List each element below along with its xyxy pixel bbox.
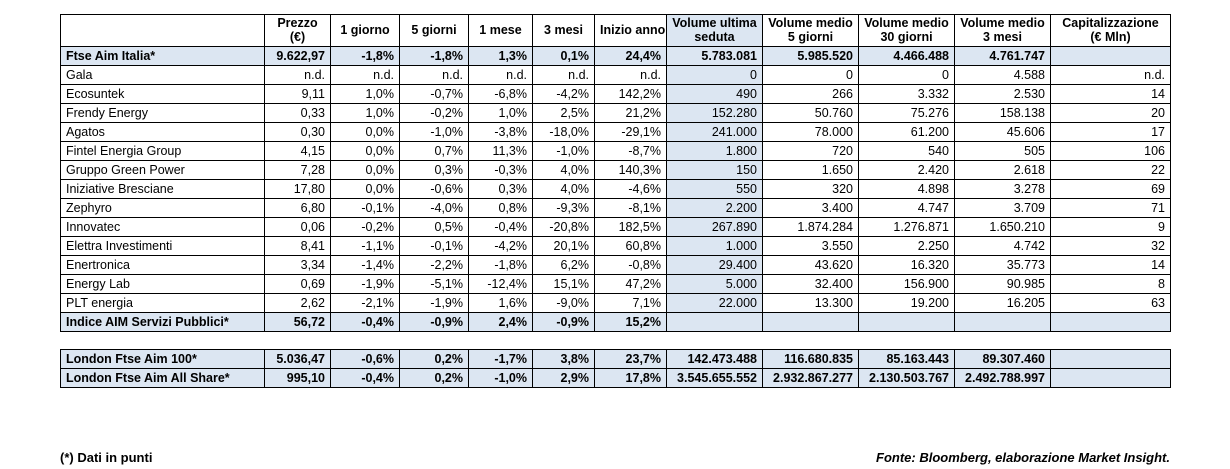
cell-c4: 0,8% xyxy=(469,198,533,217)
cell-c11 xyxy=(1051,368,1171,387)
cell-c3: -5,1% xyxy=(400,274,469,293)
cell-c4: 1,6% xyxy=(469,293,533,312)
cell-c9: 19.200 xyxy=(859,293,955,312)
header-line2: seduta xyxy=(694,30,735,45)
cell-c5: -18,0% xyxy=(533,122,595,141)
cell-c5: 0,1% xyxy=(533,46,595,65)
cell-c1: 56,72 xyxy=(265,312,331,331)
footer xyxy=(60,450,1170,465)
cell-c6: 17,8% xyxy=(595,368,667,387)
cell-c3: 0,2% xyxy=(400,368,469,387)
row-label: Agatos xyxy=(61,122,265,141)
cell-c7: 550 xyxy=(667,179,763,198)
table-row xyxy=(61,122,1171,141)
header-line1: Capitalizzazione xyxy=(1062,16,1159,30)
header-line1: Prezzo xyxy=(277,16,318,30)
cell-c11: 20 xyxy=(1051,103,1171,122)
cell-c10: 45.606 xyxy=(955,122,1051,141)
cell-c11: 32 xyxy=(1051,236,1171,255)
column-header-volume-ultima-seduta xyxy=(667,15,763,47)
table-row xyxy=(61,103,1171,122)
cell-c8: 1.874.284 xyxy=(763,217,859,236)
cell-c3: 0,3% xyxy=(400,160,469,179)
column-header-volume-medio-3-mesi xyxy=(955,15,1051,47)
cell-c5: 20,1% xyxy=(533,236,595,255)
cell-c6: 182,5% xyxy=(595,217,667,236)
cell-c10 xyxy=(955,312,1051,331)
cell-c5: -9,3% xyxy=(533,198,595,217)
row-label: Enertronica xyxy=(61,255,265,274)
cell-c2: 1,0% xyxy=(331,103,400,122)
cell-c8: 266 xyxy=(763,84,859,103)
cell-c9: 16.320 xyxy=(859,255,955,274)
cell-c4: -3,8% xyxy=(469,122,533,141)
cell-c6: 140,3% xyxy=(595,160,667,179)
cell-c4: 2,4% xyxy=(469,312,533,331)
cell-c2: -1,8% xyxy=(331,46,400,65)
cell-c10: 16.205 xyxy=(955,293,1051,312)
cell-c3: -1,8% xyxy=(400,46,469,65)
cell-c4: 1,0% xyxy=(469,103,533,122)
header-line1: 3 mesi xyxy=(544,23,583,38)
cell-c1: 9,11 xyxy=(265,84,331,103)
cell-c8: 2.932.867.277 xyxy=(763,368,859,387)
table-row xyxy=(61,198,1171,217)
cell-c8: 720 xyxy=(763,141,859,160)
column-header-capitalizzazione xyxy=(1051,15,1171,47)
cell-c5: 6,2% xyxy=(533,255,595,274)
cell-c2: 0,0% xyxy=(331,122,400,141)
cell-c4: n.d. xyxy=(469,65,533,84)
table-row xyxy=(61,160,1171,179)
cell-c8: 116.680.835 xyxy=(763,349,859,368)
header-line1: 1 mese xyxy=(479,23,522,38)
cell-c8: 320 xyxy=(763,179,859,198)
cell-c7: 0 xyxy=(667,65,763,84)
cell-c7: 5.000 xyxy=(667,274,763,293)
cell-c8: 32.400 xyxy=(763,274,859,293)
header-line1: Volume medio xyxy=(864,16,949,30)
cell-c5: -1,0% xyxy=(533,141,595,160)
cell-c3: -1,9% xyxy=(400,293,469,312)
table-body xyxy=(61,46,1171,331)
cell-c10: 4.742 xyxy=(955,236,1051,255)
cell-c9 xyxy=(859,312,955,331)
cell-c5: -9,0% xyxy=(533,293,595,312)
row-label: PLT energia xyxy=(61,293,265,312)
cell-c6: 24,4% xyxy=(595,46,667,65)
cell-c11: 14 xyxy=(1051,84,1171,103)
cell-c11 xyxy=(1051,46,1171,65)
row-label: Energy Lab xyxy=(61,274,265,293)
footnote: (*) Dati in punti xyxy=(60,450,153,465)
cell-c4: -0,3% xyxy=(469,160,533,179)
header-line1: Volume medio xyxy=(768,16,853,30)
cell-c1: n.d. xyxy=(265,65,331,84)
cell-c6: -4,6% xyxy=(595,179,667,198)
cell-c4: -6,8% xyxy=(469,84,533,103)
cell-c3: -0,7% xyxy=(400,84,469,103)
cell-c5: n.d. xyxy=(533,65,595,84)
row-label: Indice AIM Servizi Pubblici* xyxy=(61,312,265,331)
cell-c5: -4,2% xyxy=(533,84,595,103)
cell-c6: 142,2% xyxy=(595,84,667,103)
cell-c3: -0,9% xyxy=(400,312,469,331)
cell-c5: 4,0% xyxy=(533,179,595,198)
cell-c7: 2.200 xyxy=(667,198,763,217)
header-line2: (€ Mln) xyxy=(1090,30,1131,45)
cell-c10: 35.773 xyxy=(955,255,1051,274)
cell-c2: -2,1% xyxy=(331,293,400,312)
cell-c11 xyxy=(1051,349,1171,368)
row-label: Elettra Investimenti xyxy=(61,236,265,255)
cell-c4: -4,2% xyxy=(469,236,533,255)
cell-c11: 14 xyxy=(1051,255,1171,274)
cell-c5: 2,9% xyxy=(533,368,595,387)
header-line2: 3 mesi xyxy=(983,30,1022,45)
cell-c5: -20,8% xyxy=(533,217,595,236)
cell-c6: 7,1% xyxy=(595,293,667,312)
table-row xyxy=(61,255,1171,274)
cell-c10: 2.492.788.997 xyxy=(955,368,1051,387)
cell-c9: 540 xyxy=(859,141,955,160)
row-label: Ecosuntek xyxy=(61,84,265,103)
cell-c7: 22.000 xyxy=(667,293,763,312)
cell-c8: 0 xyxy=(763,65,859,84)
header-line1: 5 giorni xyxy=(411,23,457,38)
row-label: Gala xyxy=(61,65,265,84)
cell-c9: 4.747 xyxy=(859,198,955,217)
cell-c10: 1.650.210 xyxy=(955,217,1051,236)
cell-c7: 1.800 xyxy=(667,141,763,160)
cell-c7: 29.400 xyxy=(667,255,763,274)
cell-c9: 2.250 xyxy=(859,236,955,255)
cell-c10: 2.530 xyxy=(955,84,1051,103)
header-line1: Inizio anno xyxy=(600,23,666,38)
cell-c6: -0,8% xyxy=(595,255,667,274)
cell-c4: 1,3% xyxy=(469,46,533,65)
table-header xyxy=(61,15,1171,47)
cell-c1: 0,30 xyxy=(265,122,331,141)
row-label: Innovatec xyxy=(61,217,265,236)
table-row xyxy=(61,312,1171,331)
cell-c9: 61.200 xyxy=(859,122,955,141)
row-label: Zephyro xyxy=(61,198,265,217)
cell-c6: -8,1% xyxy=(595,198,667,217)
table-row xyxy=(61,46,1171,65)
cell-c9: 75.276 xyxy=(859,103,955,122)
cell-c2: 0,0% xyxy=(331,160,400,179)
column-header-prezzo xyxy=(265,15,331,47)
table-row xyxy=(61,274,1171,293)
source-note: Fonte: Bloomberg, elaborazione Market Insight. xyxy=(876,450,1170,465)
cell-c7: 150 xyxy=(667,160,763,179)
cell-c3: 0,5% xyxy=(400,217,469,236)
header-line2: 30 giorni xyxy=(880,30,933,45)
cell-c6: -8,7% xyxy=(595,141,667,160)
cell-c10: 505 xyxy=(955,141,1051,160)
aim-italia-table xyxy=(60,14,1171,332)
cell-c2: -0,4% xyxy=(331,368,400,387)
cell-c1: 0,69 xyxy=(265,274,331,293)
column-header-inizio-anno xyxy=(595,15,667,47)
row-label: Frendy Energy xyxy=(61,103,265,122)
london-indices-table xyxy=(60,349,1171,388)
row-label: London Ftse Aim 100* xyxy=(61,349,265,368)
header-line1: 1 giorno xyxy=(340,23,390,38)
row-label: Gruppo Green Power xyxy=(61,160,265,179)
cell-c10: 4.588 xyxy=(955,65,1051,84)
cell-c8: 50.760 xyxy=(763,103,859,122)
cell-c3: 0,2% xyxy=(400,349,469,368)
table-row xyxy=(61,236,1171,255)
cell-c2: 0,0% xyxy=(331,141,400,160)
cell-c1: 0,06 xyxy=(265,217,331,236)
cell-c11: 17 xyxy=(1051,122,1171,141)
cell-c1: 4,15 xyxy=(265,141,331,160)
cell-c11: 106 xyxy=(1051,141,1171,160)
column-header-5-giorni xyxy=(400,15,469,47)
table-row xyxy=(61,293,1171,312)
cell-c10: 2.618 xyxy=(955,160,1051,179)
cell-c1: 3,34 xyxy=(265,255,331,274)
cell-c1: 2,62 xyxy=(265,293,331,312)
cell-c2: -0,4% xyxy=(331,312,400,331)
cell-c9: 0 xyxy=(859,65,955,84)
cell-c11: n.d. xyxy=(1051,65,1171,84)
column-header-3-mesi xyxy=(533,15,595,47)
column-header-name xyxy=(61,15,265,47)
table-row xyxy=(61,65,1171,84)
cell-c1: 8,41 xyxy=(265,236,331,255)
cell-c1: 6,80 xyxy=(265,198,331,217)
cell-c2: -1,4% xyxy=(331,255,400,274)
cell-c6: 21,2% xyxy=(595,103,667,122)
cell-c1: 7,28 xyxy=(265,160,331,179)
cell-c10: 3.709 xyxy=(955,198,1051,217)
cell-c4: -1,8% xyxy=(469,255,533,274)
column-header-1-giorno xyxy=(331,15,400,47)
table-row xyxy=(61,84,1171,103)
cell-c1: 0,33 xyxy=(265,103,331,122)
cell-c10: 158.138 xyxy=(955,103,1051,122)
cell-c4: -12,4% xyxy=(469,274,533,293)
cell-c11: 69 xyxy=(1051,179,1171,198)
table-row xyxy=(61,141,1171,160)
cell-c5: 2,5% xyxy=(533,103,595,122)
cell-c11: 71 xyxy=(1051,198,1171,217)
cell-c3: -2,2% xyxy=(400,255,469,274)
index-table-body xyxy=(61,349,1171,387)
header-line1: Volume medio xyxy=(960,16,1045,30)
cell-c9: 4.466.488 xyxy=(859,46,955,65)
table-row xyxy=(61,349,1171,368)
cell-c10: 90.985 xyxy=(955,274,1051,293)
cell-c8: 43.620 xyxy=(763,255,859,274)
cell-c5: 15,1% xyxy=(533,274,595,293)
header-line2: 5 giorni xyxy=(787,30,834,45)
cell-c6: n.d. xyxy=(595,65,667,84)
column-header-1-mese xyxy=(469,15,533,47)
cell-c7: 5.783.081 xyxy=(667,46,763,65)
cell-c3: -0,2% xyxy=(400,103,469,122)
cell-c11: 8 xyxy=(1051,274,1171,293)
cell-c5: 4,0% xyxy=(533,160,595,179)
row-label: London Ftse Aim All Share* xyxy=(61,368,265,387)
cell-c3: -0,6% xyxy=(400,179,469,198)
cell-c6: 60,8% xyxy=(595,236,667,255)
cell-c2: -0,1% xyxy=(331,198,400,217)
cell-c7: 241.000 xyxy=(667,122,763,141)
cell-c10: 89.307.460 xyxy=(955,349,1051,368)
cell-c6: -29,1% xyxy=(595,122,667,141)
column-header-volume-medio-5-giorni xyxy=(763,15,859,47)
cell-c6: 47,2% xyxy=(595,274,667,293)
cell-c11: 63 xyxy=(1051,293,1171,312)
cell-c10: 3.278 xyxy=(955,179,1051,198)
cell-c9: 3.332 xyxy=(859,84,955,103)
cell-c2: -1,9% xyxy=(331,274,400,293)
cell-c3: -4,0% xyxy=(400,198,469,217)
cell-c8: 3.400 xyxy=(763,198,859,217)
row-label: Iniziative Bresciane xyxy=(61,179,265,198)
cell-c1: 995,10 xyxy=(265,368,331,387)
cell-c4: 11,3% xyxy=(469,141,533,160)
cell-c8: 13.300 xyxy=(763,293,859,312)
cell-c3: -0,1% xyxy=(400,236,469,255)
cell-c2: n.d. xyxy=(331,65,400,84)
cell-c8: 78.000 xyxy=(763,122,859,141)
cell-c2: 0,0% xyxy=(331,179,400,198)
cell-c2: -0,6% xyxy=(331,349,400,368)
cell-c1: 9.622,97 xyxy=(265,46,331,65)
cell-c3: n.d. xyxy=(400,65,469,84)
cell-c7: 1.000 xyxy=(667,236,763,255)
table-row xyxy=(61,179,1171,198)
cell-c9: 2.420 xyxy=(859,160,955,179)
cell-c4: -1,7% xyxy=(469,349,533,368)
column-header-volume-medio-30-giorni xyxy=(859,15,955,47)
cell-c6: 15,2% xyxy=(595,312,667,331)
cell-c2: -0,2% xyxy=(331,217,400,236)
table-row xyxy=(61,217,1171,236)
cell-c7: 152.280 xyxy=(667,103,763,122)
cell-c9: 4.898 xyxy=(859,179,955,198)
header-line2: (€) xyxy=(289,30,306,45)
row-label: Fintel Energia Group xyxy=(61,141,265,160)
cell-c5: 3,8% xyxy=(533,349,595,368)
cell-c9: 156.900 xyxy=(859,274,955,293)
cell-c4: -0,4% xyxy=(469,217,533,236)
cell-c11: 9 xyxy=(1051,217,1171,236)
cell-c7: 267.890 xyxy=(667,217,763,236)
cell-c8 xyxy=(763,312,859,331)
cell-c8: 5.985.520 xyxy=(763,46,859,65)
cell-c7: 3.545.655.552 xyxy=(667,368,763,387)
cell-c7: 490 xyxy=(667,84,763,103)
cell-c7: 142.473.488 xyxy=(667,349,763,368)
row-label: Ftse Aim Italia* xyxy=(61,46,265,65)
cell-c9: 1.276.871 xyxy=(859,217,955,236)
cell-c3: -1,0% xyxy=(400,122,469,141)
cell-c6: 23,7% xyxy=(595,349,667,368)
cell-c2: -1,1% xyxy=(331,236,400,255)
cell-c10: 4.761.747 xyxy=(955,46,1051,65)
table-gap xyxy=(60,332,1170,349)
header-line1: Volume ultima xyxy=(672,16,757,30)
cell-c8: 3.550 xyxy=(763,236,859,255)
table-row xyxy=(61,368,1171,387)
cell-c7 xyxy=(667,312,763,331)
cell-c4: 0,3% xyxy=(469,179,533,198)
cell-c11 xyxy=(1051,312,1171,331)
cell-c1: 17,80 xyxy=(265,179,331,198)
cell-c9: 85.163.443 xyxy=(859,349,955,368)
cell-c11: 22 xyxy=(1051,160,1171,179)
cell-c9: 2.130.503.767 xyxy=(859,368,955,387)
cell-c4: -1,0% xyxy=(469,368,533,387)
cell-c3: 0,7% xyxy=(400,141,469,160)
cell-c8: 1.650 xyxy=(763,160,859,179)
report-container xyxy=(60,14,1170,388)
header-row xyxy=(61,15,1171,47)
cell-c1: 5.036,47 xyxy=(265,349,331,368)
cell-c2: 1,0% xyxy=(331,84,400,103)
cell-c5: -0,9% xyxy=(533,312,595,331)
